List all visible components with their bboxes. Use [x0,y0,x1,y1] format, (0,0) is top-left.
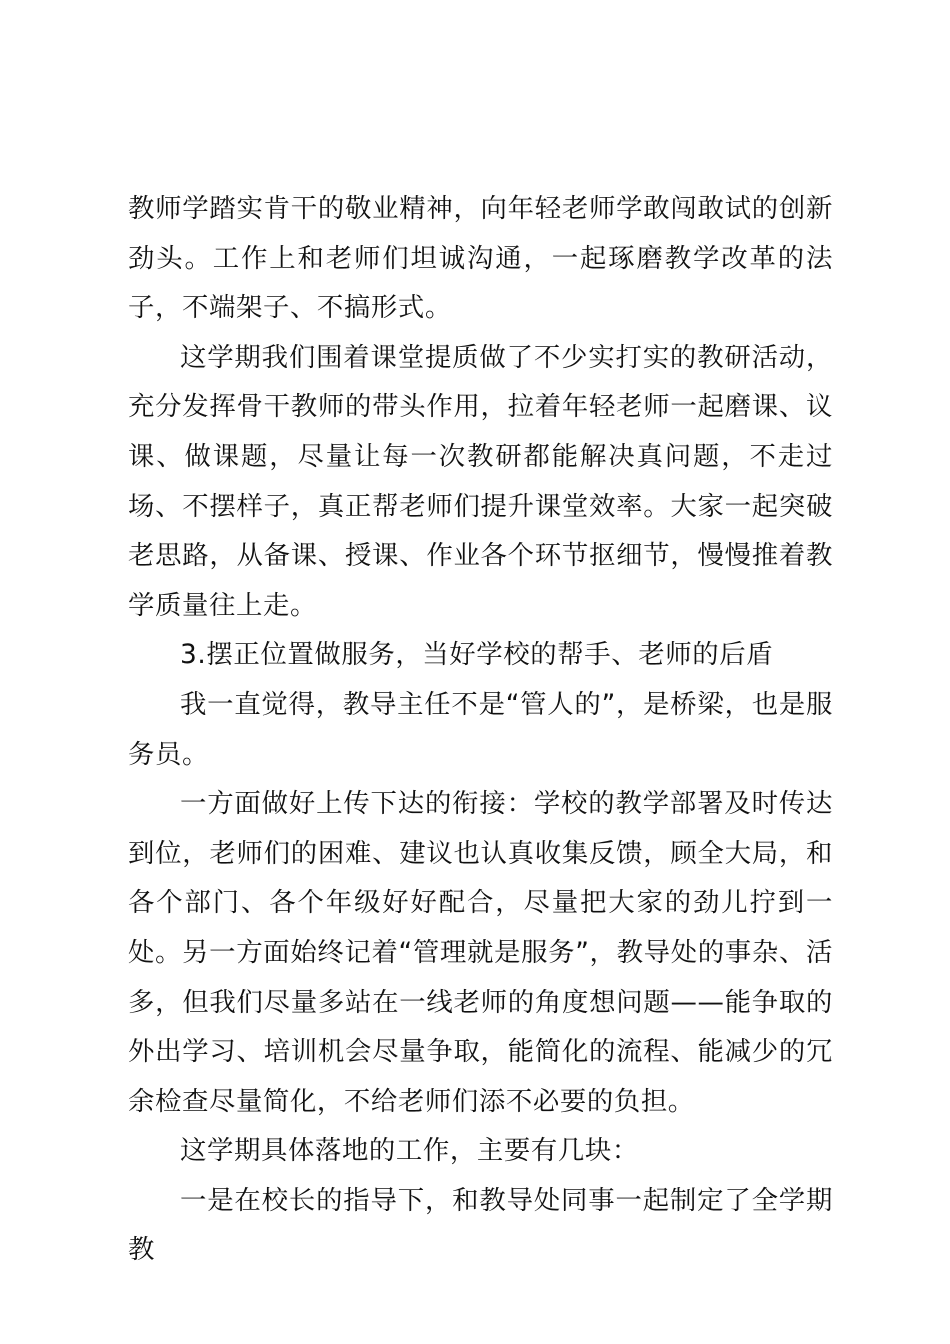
paragraph-bridge-role: 我一直觉得，教导主任不是“管人的”，是桥梁，也是服务员。 [128,688,833,770]
paragraph-continuation: 教师学踏实肯干的敬业精神，向年轻老师学敢闯敢试的创新劲头。工作上和老师们坦诚沟通，一起琢磨教学改革的法子，不端架子、不搞形式。 [128,193,833,324]
section-heading-3: 3.摆正位置做服务，当好学校的帮手、老师的后盾 [180,639,774,671]
document-body [128,184,833,1275]
paragraph-first-item: 一是在校长的指导下，和教导处同事一起制定了全学期教 [128,1184,833,1266]
paragraph-work-summary-intro: 这学期具体落地的工作，主要有几块： [180,1135,639,1167]
paragraph-service-management: 一方面做好上传下达的衔接：学校的教学部署及时传达到位，老师们的困难、建议也认真收集反馈，顾全大局，和各个部门、各个年级好好配合，尽量把大家的劲儿拧到一处。另一方面始终记着“管理就是服务”，教导处的事杂、活多，但我们尽量多站在一线老师的角度想问题——能争取的外出学习、培训机会尽量争取，能简化的流程、能减少的冗余检查尽量简化，不给老师们添不必要的负担。 [128,788,833,1117]
paragraph-teaching-research: 这学期我们围着课堂提质做了不少实打实的教研活动，充分发挥骨干教师的带头作用，拉着年轻老师一起磨课、议课、做课题，尽量让每一次教研都能解决真问题，不走过场、不摆样子，真正帮老师们提升课堂效率。大家一起突破老思路，从备课、授课、作业各个环节抠细节，慢慢推着教学质量往上走。 [128,341,833,621]
